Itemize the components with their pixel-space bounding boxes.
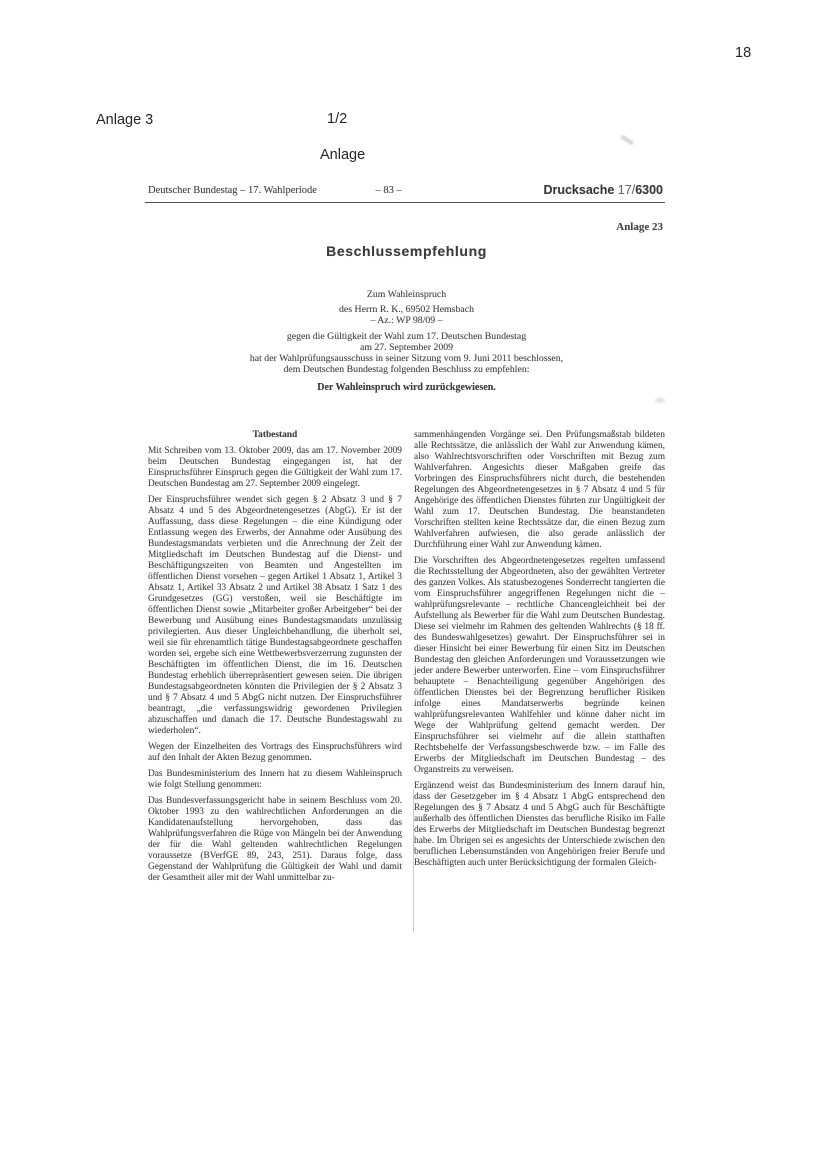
annex-label: Anlage bbox=[320, 147, 366, 163]
drucksache-number: 6300 bbox=[635, 183, 663, 197]
annex-number: Anlage 23 bbox=[616, 221, 663, 233]
drucksache-prefix: 17/ bbox=[617, 183, 636, 197]
page-number: 18 bbox=[735, 45, 752, 61]
paragraph: Das Bundesverfassungsgericht habe in seinem Beschluss vom 20. Oktober 1993 zu den wahlrechtlichen Anforderungen an die Kandidatenaufstellung hervorgehoben, dass das Wahlprüfungsverfahren die Rüge von Mängeln bei der Anwendung der für die Wahl geltenden wahlrechtlichen Regelungen voraussetze (BVerfGE 89, 243, 251). Daraus folge, dass Gegenstand der Wahlprüfung die Gültigkeit der Wahl und damit der Gesamtheit aller mit der Wahl unmittelbar zu- bbox=[148, 796, 402, 883]
right-column bbox=[414, 430, 665, 889]
header-issuer: Deutscher Bundestag – 17. Wahlperiode bbox=[148, 185, 317, 196]
case-line: am 27. September 2009 bbox=[359, 342, 454, 353]
paragraph: Die Vorschriften des Abgeordnetengesetzes regelten umfassend die Rechtsstellung der Abgeordneten, also der gewählten Vertreter des ganzen Volkes. Als statusbezogenes Sonderrecht tangierten die vom Einspruchsführer angegriffenen Regelungen nicht die – wahlprüfungsrelevante – rechtliche Chancengleichheit bei der Aufstellung als Bewerber für die Wahl zum Deutschen Bundestag. Diese sei vielmehr im Rahmen des geltenden Wahlrechts (§ 18 ff. des Bundeswahlgesetzes) gewahrt. Der Einspruchsführer sei in dieser Hinsicht bei einer Bewerbung für einen Sitz im Deutschen Bundestag den gleichen Anforderungen und Voraussetzungen wie jeder andere Bewerber unterworfen. Eine – vom Einspruchsführer behauptete – Benachteiligung gegenüber Angehörigen des öffentlichen Dienstes bei der Begrenzung beruflicher Risiken infolge eines Mandatserwerbs begründe keinen wahlprüfungsrelevanten Wahlfehler und könne daher nicht im Wege der Wahlprüfung geltend gemacht werden. Der Einspruchsführer sei vielmehr auf die allein statthaften Rechtsbehelfe der Verfassungsbeschwerde bzw. – im Falle des Erwerbs der Mitgliedschaft im Deutschen Bundestag – des Organstreits zu verweisen. bbox=[414, 556, 665, 775]
paragraph: Das Bundesministerium des Innern hat zu diesem Wahleinspruch wie folgt Stellung genommen: bbox=[148, 769, 402, 790]
header-drucksache bbox=[543, 183, 663, 197]
section-heading-tatbestand: Tatbestand bbox=[252, 430, 298, 440]
paragraph: Mit Schreiben vom 13. Oktober 2009, das am 17. November 2009 beim Deutschen Bundestag eingegangen ist, hat der Einspruchsführer Einspruch gegen die Gültigkeit der Wahl zum 17. Deutschen Bundestag am 27. September 2009 eingelegt. bbox=[148, 446, 402, 489]
case-line: – Az.: WP 98/09 – bbox=[370, 315, 443, 326]
column-gap bbox=[402, 430, 414, 889]
case-line: des Herrn R. K., 69502 Hemsbach bbox=[339, 304, 474, 315]
paragraph: Ergänzend weist das Bundesministerium des Innern darauf hin, dass der Gesetzgeber im § 4 Absatz 1 AbgG entsprechend den Regelungen des § 7 Absatz 4 und 5 AbgG auch für Beschäftigte außerhalb des öffentlichen Dienstes das berufliche Risiko im Falle des Erwerbs der Mitgliedschaft im Deutschen Bundestag begrenzt habe. Im Übrigen sei es angesichts der Unterschiede zwischen den beruflichen Lebensumständen von Angehörigen freier Berufe und Beschäftigten auch unter Berücksichtigung der formalen Gleich- bbox=[414, 781, 665, 868]
document-title: Beschlussempfehlung bbox=[326, 243, 487, 259]
attachment-label: Anlage 3 bbox=[96, 112, 154, 128]
left-column bbox=[148, 430, 402, 889]
header-rule bbox=[145, 202, 665, 203]
decision-statement: Der Wahleinspruch wird zurückgewiesen. bbox=[317, 382, 496, 393]
case-line: dem Deutschen Bundestag folgenden Beschluss zu empfehlen: bbox=[283, 364, 530, 375]
scanned-document bbox=[148, 185, 665, 955]
header-page-number: – 83 – bbox=[375, 185, 402, 196]
drucksache-word: Drucksache bbox=[543, 183, 615, 197]
paragraph: Der Einspruchsführer wendet sich gegen § 2 Absatz 3 und § 7 Absatz 4 und 5 des Abgeordnetengesetzes (AbgG). Er ist der Auffassung, dass diese Regelungen – die eine Kündigung oder Entlassung wegen des Erwerbs, der Annahme oder Ausübung des Bundestagsmandats verbieten und die Anrechnung der Zeit der Mitgliedschaft im Deutschen Bundestag auf die Dienst- und Beschäftigungszeiten von Beamten und Angestellten im öffentlichen Dienst vorsehen – gegen Artikel 1 Absatz 1, Artikel 3 Absatz 1, Artikel 33 Absatz 2 und Artikel 38 Absatz 1 Satz 1 des Grundgesetzes (GG) verstoßen, weil sie Beschäftigte im öffentlichen Dienst sowie „Mitarbeiter großer Arbeitgeber“ bei der Bewerbung und Ausübung eines Bundestagsmandats unzulässig privilegierten. Aus dieser Ungleichbehandlung, die überholt sei, weil sie für ehrenamtlich tätige Bundestagsabgeordnete geschaffen worden sei, ergebe sich eine Wettbewerbsverzerrung zugunsten der Beschäftigten im öffentlichen Dienst, die im 16. Deutschen Bundestag erheblich überrepräsentiert gewesen seien. Die übrigen Bundestagsabgeordneten könnten die Privilegien der § 2 Absatz 3 und § 7 Absatz 4 und 5 AbgG nicht nutzen. Der Einspruchsführer beantragt, „die verfassungswidrig gewordenen Privilegien abzuschaffen und danach die 17. Deutsche Bundestagswahl zu wiederholen“. bbox=[148, 495, 402, 736]
paragraph: sammenhängenden Vorgänge sei. Den Prüfungsmaßstab bildeten alle Rechtssätze, die anlässlich der Wahl zur Anwendung kämen, also Wahlrechtsvorschriften oder Vorschriften mit Bezug zum Wahlverfahren. Angesichts dieser Maßgaben greife das Vorbringen des Einspruchsführers nicht durch, die bestehenden Regelungen des Abgeordnetengesetzes in § 7 Absatz 4 und 5 für Angehörige des öffentlichen Dienstes führten zur Ungültigkeit der Wahl zum 17. Deutschen Bundestag. Die beanstandeten Vorschriften stellten keine Rechtssätze dar, die einen Bezug zum Wahlverfahren aufwiesen, die also gerade anlässlich der Durchführung einer Wahl zur Anwendung kämen. bbox=[414, 430, 665, 550]
case-line: gegen die Gültigkeit der Wahl zum 17. Deutschen Bundestag bbox=[286, 331, 527, 342]
body-text bbox=[148, 430, 665, 889]
case-reference-block bbox=[148, 289, 665, 375]
case-line: hat der Wahlprüfungsausschuss in seiner Sitzung vom 9. Juni 2011 beschlossen, bbox=[249, 353, 564, 364]
paragraph: Wegen der Einzelheiten des Vortrags des Einspruchsführers wird auf den Inhalt der Akten Bezug genommen. bbox=[148, 742, 402, 763]
scan-smudge-artifact bbox=[620, 135, 634, 146]
sheet-counter-label: 1/2 bbox=[327, 111, 348, 127]
document-header bbox=[148, 185, 665, 198]
case-line: Zum Wahleinspruch bbox=[366, 289, 447, 300]
